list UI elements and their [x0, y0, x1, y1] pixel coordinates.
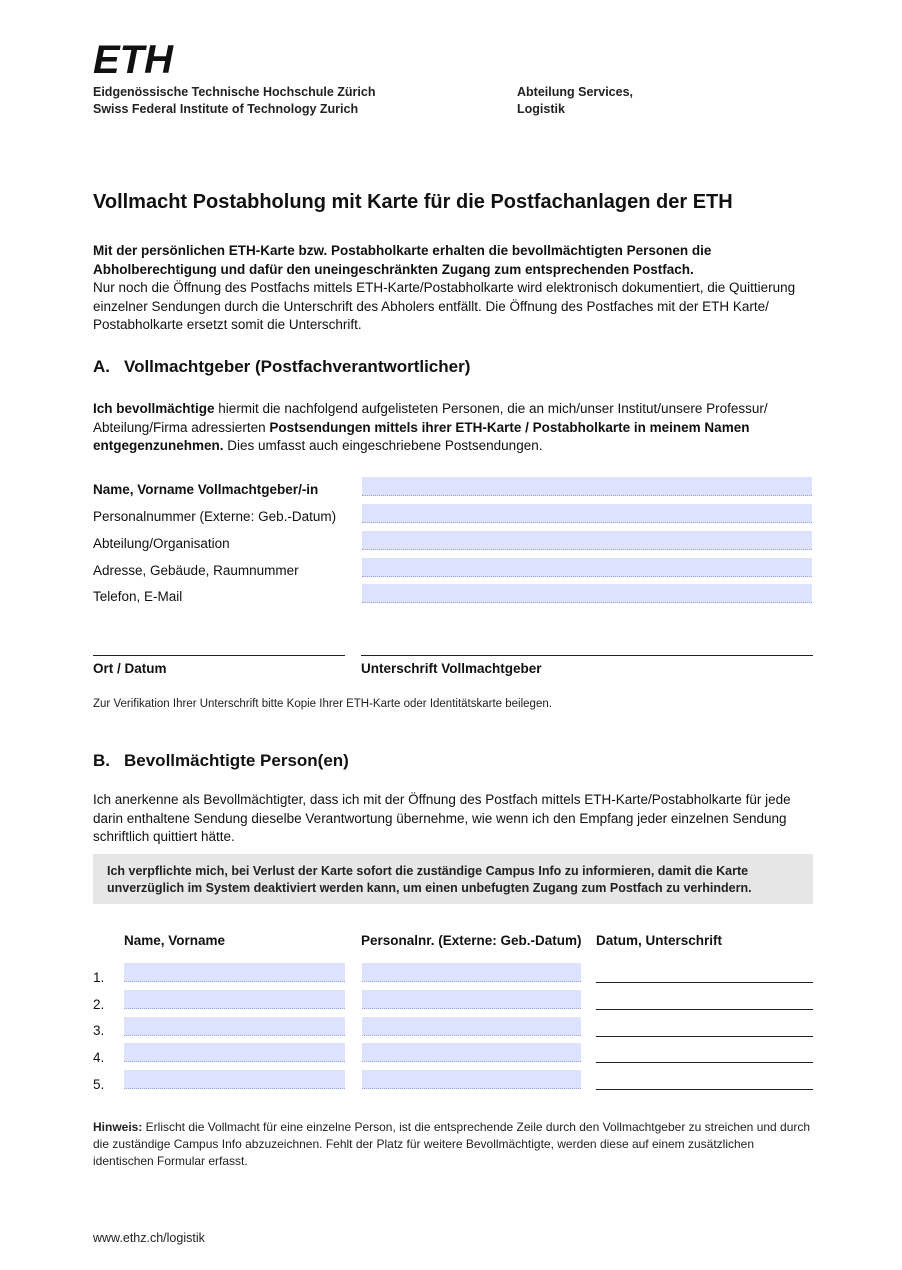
row-number: 1. [93, 970, 105, 985]
grantor-signature-line[interactable] [361, 655, 813, 656]
delegate-name-field[interactable] [124, 963, 345, 982]
verification-note: Zur Verifikation Ihrer Unterschrift bitte Kopie Ihrer ETH-Karte oder Identitätskarte beilegen. [93, 698, 552, 710]
contact-label: Telefon, E-Mail [93, 589, 183, 604]
delegate-signature-line[interactable] [596, 1036, 813, 1037]
delegate-persnr-field[interactable] [362, 1070, 581, 1089]
section-b-heading: B. Bevollmächtigte Person(en) [93, 751, 349, 770]
delegate-persnr-field[interactable] [362, 1017, 581, 1036]
row-number: 4. [93, 1050, 105, 1065]
eth-logo [93, 42, 175, 76]
grantor-name-field[interactable] [362, 477, 812, 496]
delegate-name-field[interactable] [124, 1043, 345, 1062]
place-date-line[interactable] [93, 655, 345, 656]
address-label: Adresse, Gebäude, Raumnummer [93, 563, 299, 578]
delegate-name-field[interactable] [124, 990, 345, 1009]
institution-name: Eidgenössische Technische Hochschule Zürich Swiss Federal Institute of Technology Zurich [93, 85, 376, 116]
svg-text:ETH: ETH [93, 42, 175, 76]
delegate-signature-line[interactable] [596, 1009, 813, 1010]
column-date-signature: Datum, Unterschrift [596, 933, 723, 948]
delegate-signature-line[interactable] [596, 982, 813, 983]
personnel-number-label: Personalnummer (Externe: Geb.-Datum) [93, 509, 337, 524]
grantor-name-label: Name, Vorname Vollmachtgeber/-in [93, 482, 319, 497]
department-name: Abteilung Services, Logistik [517, 85, 634, 116]
section-b-paragraph: Ich anerkenne als Bevollmächtigter, dass ich mit der Öffnung des Postfach mittels ETH-Karte/Postabholkarte für jede darin enthaltene Sendung dieselbe Verantwortung übernehme, wie wenn ich den Empfang jeder einzelnen Sendung schriftlich quittiert hätte. [93, 792, 791, 844]
column-personnel-number: Personalnr. (Externe: Geb.-Datum) [361, 933, 582, 948]
intro-text: Mit der persönlichen ETH-Karte bzw. Postabholkarte erhalten die bevollmächtigten Personen die Abholberechtigung und dafür den uneingeschränkten Zugang zum entsprechenden Postfach. Nur noch die Öffnung des Postfachs mittels ETH-Karte/Postabholkarte wird elektronisch dokumentiert, die Quittierung einzelner Sendungen durch die Unterschrift des Abholers entfällt. Die Öffnung des Postfaches mit der ETH Karte/ Postabholkarte ersetzt somit die Unterschrift. [93, 243, 796, 332]
delegate-signature-line[interactable] [596, 1062, 813, 1063]
contact-field[interactable] [362, 584, 812, 603]
delegate-persnr-field[interactable] [362, 990, 581, 1009]
footer-url: www.ethz.ch/logistik [93, 1231, 205, 1245]
page-title: Vollmacht Postabholung mit Karte für die Postfachanlagen der ETH [93, 191, 733, 213]
section-a-paragraph: Ich bevollmächtige hiermit die nachfolgend aufgelisteten Personen, die an mich/unser Institut/unsere Professur/ Abteilung/Firma adressierten Postsendungen mittels ihrer ETH-Karte / Postabholkarte in meinem Namen entgegenzunehmen. Dies umfasst auch eingeschriebene Postsendungen. [93, 401, 768, 453]
delegate-signature-line[interactable] [596, 1089, 813, 1090]
address-field[interactable] [362, 558, 812, 577]
delegate-persnr-field[interactable] [362, 963, 581, 982]
row-number: 2. [93, 997, 105, 1012]
card-loss-notice: Ich verpflichte mich, bei Verlust der Karte sofort die zuständige Campus Info zu informieren, damit die Karte unverzüglich im System deaktiviert werden kann, um einen unbefugten Zugang zum Postfach zu verhindern. [93, 854, 813, 904]
department-label: Abteilung/Organisation [93, 536, 230, 551]
personnel-number-field[interactable] [362, 504, 812, 523]
delegate-persnr-field[interactable] [362, 1043, 581, 1062]
section-a-heading: A. Vollmachtgeber (Postfachverantwortlicher) [93, 357, 471, 376]
delegate-name-field[interactable] [124, 1070, 345, 1089]
delegate-name-field[interactable] [124, 1017, 345, 1036]
department-field[interactable] [362, 531, 812, 550]
hint-note: Hinweis: Erlischt die Vollmacht für eine einzelne Person, ist die entsprechende Zeile durch den Vollmachtgeber zu streichen und durch die zuständige Campus Info abzuzeichnen. Fehlt der Platz für weitere Bevollmächtigte, werden diese auf einem zusätzlichen identischen Formular erfasst. [93, 1120, 811, 1168]
column-name: Name, Vorname [124, 933, 226, 948]
place-date-label: Ort / Datum [93, 661, 167, 676]
grantor-signature-label: Unterschrift Vollmachtgeber [361, 661, 542, 676]
row-number: 5. [93, 1077, 105, 1092]
row-number: 3. [93, 1023, 105, 1038]
